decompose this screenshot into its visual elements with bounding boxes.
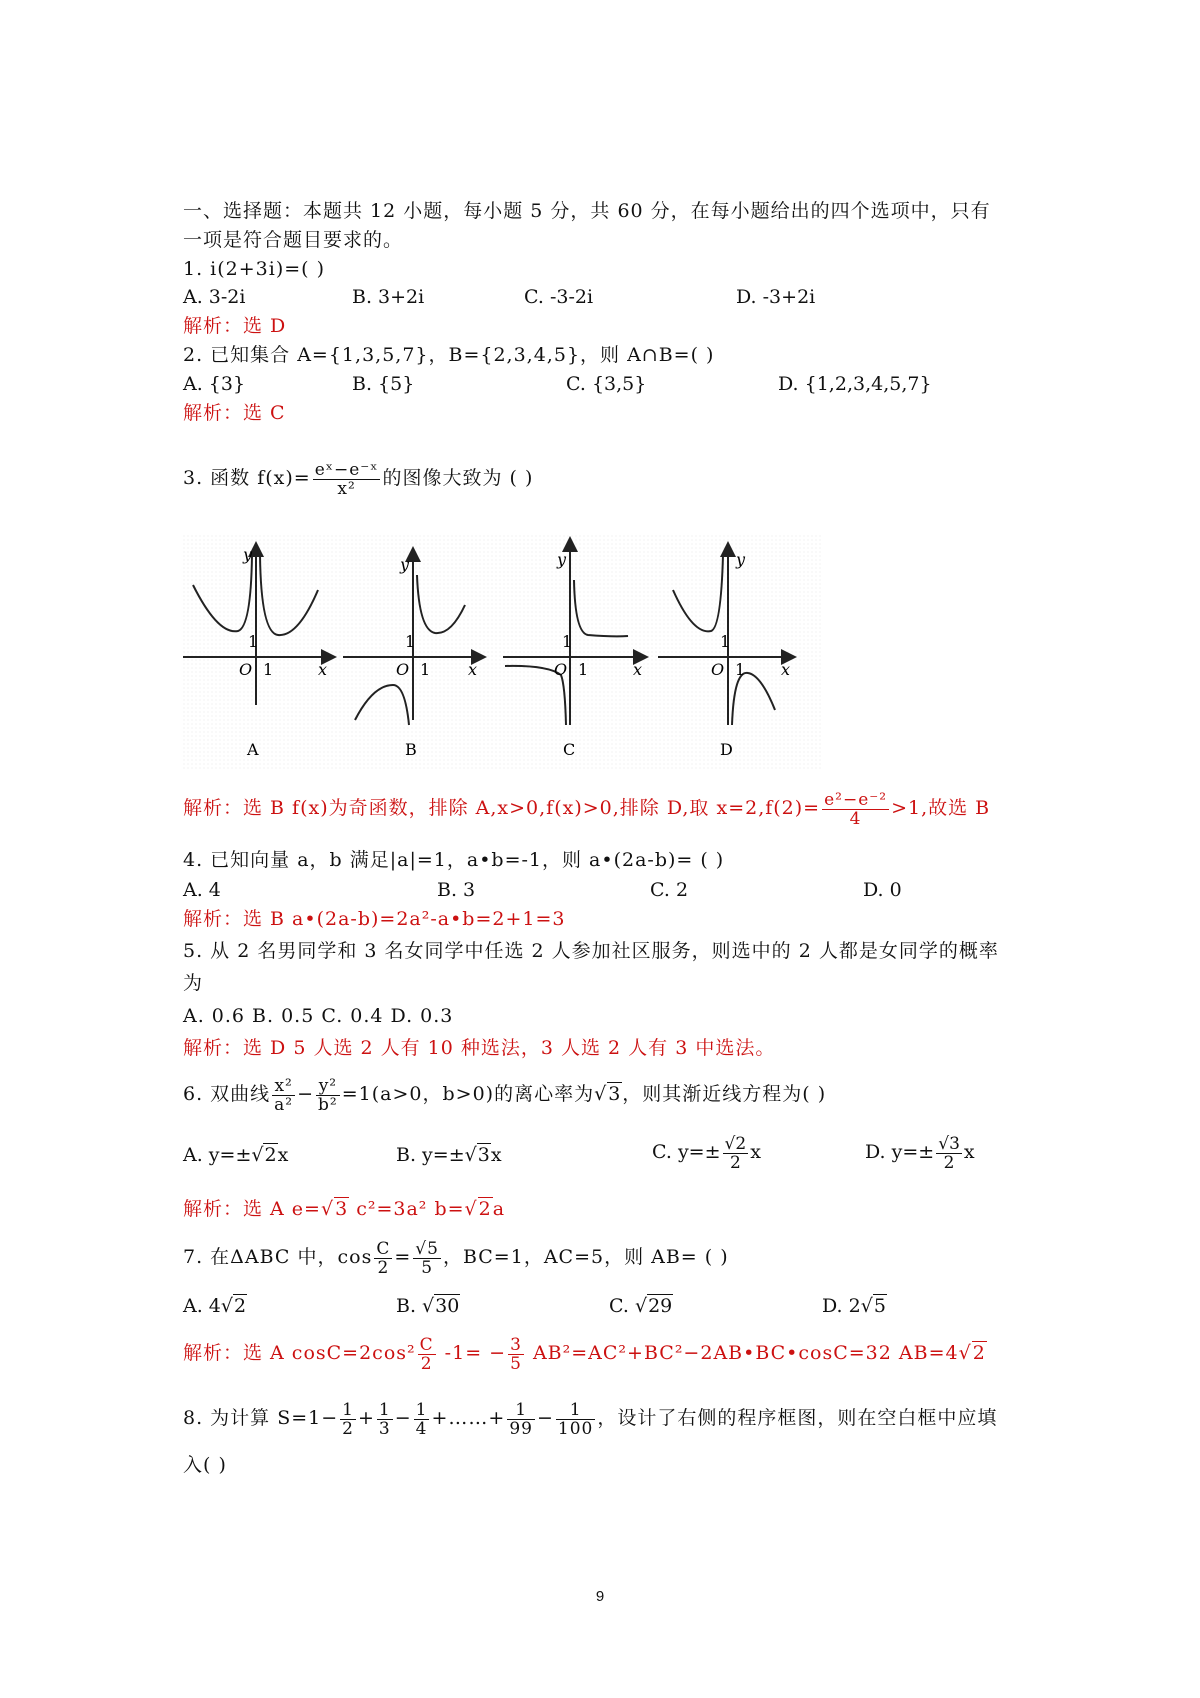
- q8-term2: [377, 1401, 393, 1438]
- q7-option-d: [822, 1293, 887, 1319]
- q7-optA-sqrt: √2: [220, 1295, 247, 1317]
- q8-op3: +……+: [431, 1407, 506, 1429]
- q7-answer: [183, 1331, 987, 1375]
- q7-frac1-num: C: [376, 1238, 391, 1259]
- q7-frac1-den: 2: [377, 1257, 390, 1278]
- q6-optD-num: √3: [938, 1133, 960, 1154]
- graph-b-ylabel: y: [400, 555, 410, 574]
- q7-optC-rad: 29: [648, 1295, 673, 1317]
- q6-frac2: [316, 1077, 340, 1114]
- q1-option-b: B. 3+2i: [352, 286, 425, 308]
- q5-stem-line2: 为: [183, 972, 204, 994]
- q6-option-a: [183, 1142, 288, 1168]
- graph-a-origin: O: [239, 660, 253, 679]
- graph-c-xtick: 1: [578, 660, 589, 679]
- q3-answer-den: 4: [849, 808, 862, 829]
- q6-answer-sqrt1: √3: [320, 1198, 349, 1220]
- q6-frac2-den: b²: [318, 1094, 338, 1115]
- q6-optD-rad: 3: [949, 1133, 960, 1154]
- q5-answer: 解析：选 D 5 人选 2 人有 10 种选法，3 人选 2 人有 3 中选法。: [183, 1037, 776, 1059]
- graph-c-origin: O: [554, 660, 568, 679]
- q6-option-c: [652, 1130, 761, 1174]
- q6-option-d: [865, 1130, 975, 1174]
- graph-a-xlabel: x: [318, 660, 328, 679]
- q6-stem: [183, 1072, 826, 1116]
- q7-frac2-rad: 5: [427, 1238, 439, 1259]
- q5-options: A. 0.6 B. 0.5 C. 0.4 D. 0.3: [183, 1005, 454, 1027]
- q6-answer-rad1: 3: [335, 1198, 349, 1220]
- graph-a-ylabel: y: [243, 545, 253, 564]
- q6-optD-pre: D. y=±: [865, 1141, 935, 1163]
- q6-sqrt-val: 3: [608, 1083, 622, 1105]
- graph-c-xlabel: x: [633, 660, 643, 679]
- q6-optA-post: x: [277, 1144, 289, 1166]
- q6-suffix: =1(a>0，b>0)的离心率为: [341, 1083, 595, 1105]
- q8-t2-den: 3: [378, 1418, 391, 1439]
- q7-answer-f1-num: C: [419, 1334, 434, 1355]
- graph-b-origin: O: [396, 660, 410, 679]
- section-header-line1: 一、选择题：本题共 12 小题，每小题 5 分，共 60 分，在每小题给出的四个选项中，只有: [183, 200, 991, 222]
- q8-prefix: 8. 为计算 S=1−: [183, 1407, 339, 1429]
- q7-optD-rad: 5: [873, 1295, 886, 1317]
- q3-answer: [183, 786, 990, 830]
- q7-prefix: 7. 在ΔABC 中，cos: [183, 1246, 373, 1268]
- q3-graphs: [183, 535, 823, 770]
- q7-answer-f1-den: 2: [420, 1353, 433, 1374]
- q7-answer-pre: 解析：选 A cosC=2cos²: [183, 1342, 416, 1364]
- q8-op4: −: [536, 1407, 554, 1429]
- q7-frac2: [413, 1240, 441, 1277]
- q7-optB-pre: B.: [396, 1295, 423, 1317]
- q7-frac2-den: 5: [421, 1257, 434, 1278]
- q8-term1: [340, 1401, 356, 1438]
- q2-option-b: B. {5}: [352, 373, 415, 395]
- q8-t1-num: 1: [342, 1399, 354, 1420]
- page-number: 9: [595, 1588, 605, 1605]
- q1-option-d: D. -3+2i: [736, 286, 816, 308]
- q1-stem: 1. i(2+3i)=( ): [183, 258, 326, 280]
- q6-optC-post: x: [750, 1141, 761, 1163]
- q3-prefix: 3. 函数 f(x)=: [183, 467, 311, 489]
- q6-answer-sqrt2: √2: [464, 1198, 492, 1220]
- q8-t3-den: 4: [415, 1418, 428, 1439]
- graph-a-ytick: 1: [248, 632, 259, 651]
- q8-term3: [414, 1401, 430, 1438]
- q7-option-a: [183, 1293, 247, 1319]
- graph-c-ylabel: y: [557, 550, 567, 569]
- graph-a-xtick: 1: [263, 660, 274, 679]
- q7-option-c: [609, 1293, 673, 1319]
- graph-d-label: D: [720, 740, 733, 759]
- q4-answer: 解析：选 B a•(2a-b)=2a²-a•b=2+1=3: [183, 908, 566, 930]
- q7-answer-mid: -1= −: [437, 1342, 507, 1364]
- q7-answer-frac1: [418, 1336, 436, 1373]
- q6-answer-pre: 解析：选 A e=: [183, 1198, 321, 1220]
- q7-stem: [183, 1235, 729, 1279]
- q6-optA-rad: 2: [264, 1144, 277, 1166]
- q7-eq: =: [394, 1246, 412, 1268]
- graph-d-origin: O: [711, 660, 725, 679]
- q6-answer: [183, 1196, 505, 1222]
- q3-fraction: [313, 461, 381, 498]
- graph-a-label: A: [247, 740, 259, 759]
- graph-d-ylabel: y: [736, 550, 746, 569]
- q6-answer-mid: c²=3a² b=: [349, 1198, 465, 1220]
- q8-op1: +: [357, 1407, 375, 1429]
- q6-answer-rad2: 2: [478, 1198, 492, 1220]
- q6-option-b: [396, 1142, 502, 1168]
- q8-op2: −: [394, 1407, 412, 1429]
- q8-term4: [507, 1401, 535, 1438]
- q8-t1-den: 2: [342, 1418, 354, 1439]
- q1-option-c: C. -3-2i: [524, 286, 594, 308]
- q7-optA-rad: 2: [234, 1295, 247, 1317]
- q6-frac1-num: x²: [272, 1077, 295, 1096]
- q6-minus: −: [297, 1083, 315, 1105]
- q3-frac-num: eˣ−e⁻ˣ: [314, 459, 379, 480]
- q1-option-a: A. 3-2i: [183, 286, 246, 308]
- q2-option-a: A. {3}: [183, 373, 246, 395]
- q6-optB-sqrt: √3: [464, 1144, 490, 1166]
- q8-stem: [183, 1396, 997, 1440]
- graph-d-xlabel: x: [781, 660, 791, 679]
- q6-frac1: [272, 1077, 295, 1114]
- graph-d-ytick: 1: [720, 632, 731, 651]
- q4-option-c: C. 2: [650, 879, 689, 901]
- q2-answer: 解析：选 C: [183, 402, 286, 424]
- q7-frac2-num: √5: [415, 1238, 439, 1259]
- q7-optD-pre: D. 2: [822, 1295, 861, 1317]
- q6-optB-post: x: [490, 1144, 502, 1166]
- graph-d-xtick: 1: [735, 660, 746, 679]
- graph-b-label: B: [405, 740, 417, 759]
- q6-frac1-den: a²: [274, 1094, 294, 1115]
- q8-stem-line2: 入( ): [183, 1454, 227, 1476]
- q1-answer: 解析：选 D: [183, 315, 287, 337]
- q6-frac2-num: y²: [316, 1077, 340, 1096]
- q7-answer-rad: 2: [972, 1342, 986, 1364]
- q4-option-b: B. 3: [437, 879, 476, 901]
- q6-optC-num: √2: [724, 1133, 747, 1154]
- q6-prefix: 6. 双曲线: [183, 1083, 271, 1105]
- q6-optB-pre: B. y=±: [396, 1144, 465, 1166]
- section-header-line2: 一项是符合题目要求的。: [183, 229, 404, 251]
- q7-optC-pre: C.: [609, 1295, 635, 1317]
- q6-optC-frac: [723, 1135, 749, 1172]
- q6-optD-post: x: [963, 1141, 975, 1163]
- q7-frac1: [374, 1240, 392, 1277]
- q2-option-d: D. {1,2,3,4,5,7}: [778, 373, 932, 395]
- q6-optA-sqrt: √2: [251, 1144, 277, 1166]
- q7-answer-f2-den: 5: [510, 1353, 522, 1374]
- q8-t2-num: 1: [378, 1399, 391, 1420]
- q7-optA-pre: A. 4: [183, 1295, 221, 1317]
- q4-option-d: D. 0: [863, 879, 902, 901]
- q3-stem: [183, 456, 533, 500]
- q4-option-a: A. 4: [183, 879, 221, 901]
- q8-t4-num: 1: [507, 1401, 535, 1420]
- q7-answer-sqrt: √2: [958, 1342, 986, 1364]
- q6-optD-den: 2: [943, 1152, 955, 1173]
- q4-stem: 4. 已知向量 a，b 满足|a|=1，a•b=-1，则 a•(2a-b)= ( ): [183, 849, 725, 871]
- q6-optC-den: 2: [729, 1152, 741, 1173]
- q6-sqrt: √3: [594, 1083, 622, 1105]
- q6-optC-rad: 2: [735, 1133, 747, 1154]
- q6-optD-frac: [936, 1135, 962, 1172]
- q3-suffix: 的图像大致为 ( ): [382, 467, 534, 489]
- q8-t3-num: 1: [415, 1399, 428, 1420]
- graph-b-ytick: 1: [405, 632, 416, 651]
- q7-optB-rad: 30: [435, 1295, 460, 1317]
- q7-suffix: ，BC=1，AC=5，则 AB= ( ): [442, 1246, 729, 1268]
- q3-answer-suffix: >1,故选 B: [891, 797, 991, 819]
- q2-option-c: C. {3,5}: [566, 373, 647, 395]
- q6-suffix2: ，则其渐近线方程为( ): [622, 1083, 827, 1105]
- q8-t5-den: 100: [557, 1418, 594, 1439]
- graph-b-xlabel: x: [468, 660, 478, 679]
- q7-optC-sqrt: √29: [634, 1295, 673, 1317]
- q3-answer-prefix: 解析：选 B f(x)为奇函数，排除 A,x>0,f(x)>0,排除 D,取 x=2,f(2)=: [183, 797, 821, 819]
- q5-stem-line1: 5. 从 2 名男同学和 3 名女同学中任选 2 人参加社区服务，则选中的 2 人都是女同学的概率: [183, 940, 999, 962]
- q2-stem: 2. 已知集合 A={1,3,5,7}，B={2,3,4,5}，则 A∩B=( ): [183, 344, 715, 366]
- q7-optB-sqrt: √30: [422, 1295, 460, 1317]
- q3-answer-num: e²−e⁻²: [824, 789, 888, 810]
- q6-optA-pre: A. y=±: [183, 1144, 252, 1166]
- graph-c-label: C: [563, 740, 576, 759]
- q6-answer-post: a: [492, 1198, 506, 1220]
- q6-optB-rad: 3: [477, 1144, 490, 1166]
- q3-answer-fraction: [822, 791, 889, 828]
- q8-term5: [556, 1401, 595, 1438]
- q8-suffix: ，设计了右侧的程序框图，则在空白框中应填: [597, 1407, 998, 1429]
- graph-c-ytick: 1: [562, 632, 573, 651]
- q8-t4-den: 99: [509, 1418, 533, 1439]
- q7-optD-sqrt: √5: [860, 1295, 886, 1317]
- q7-answer-frac2: [508, 1336, 524, 1373]
- q7-answer-f2-num: 3: [510, 1334, 522, 1355]
- q8-t5-num: 1: [556, 1401, 595, 1420]
- graph-b-xtick: 1: [420, 660, 431, 679]
- q3-frac-den: x²: [337, 478, 356, 499]
- q7-option-b: [396, 1293, 460, 1319]
- q6-optC-pre: C. y=±: [652, 1141, 721, 1163]
- q7-answer-mid2: AB²=AC²+BC²−2AB•BC•cosC=32 AB=4: [525, 1342, 959, 1364]
